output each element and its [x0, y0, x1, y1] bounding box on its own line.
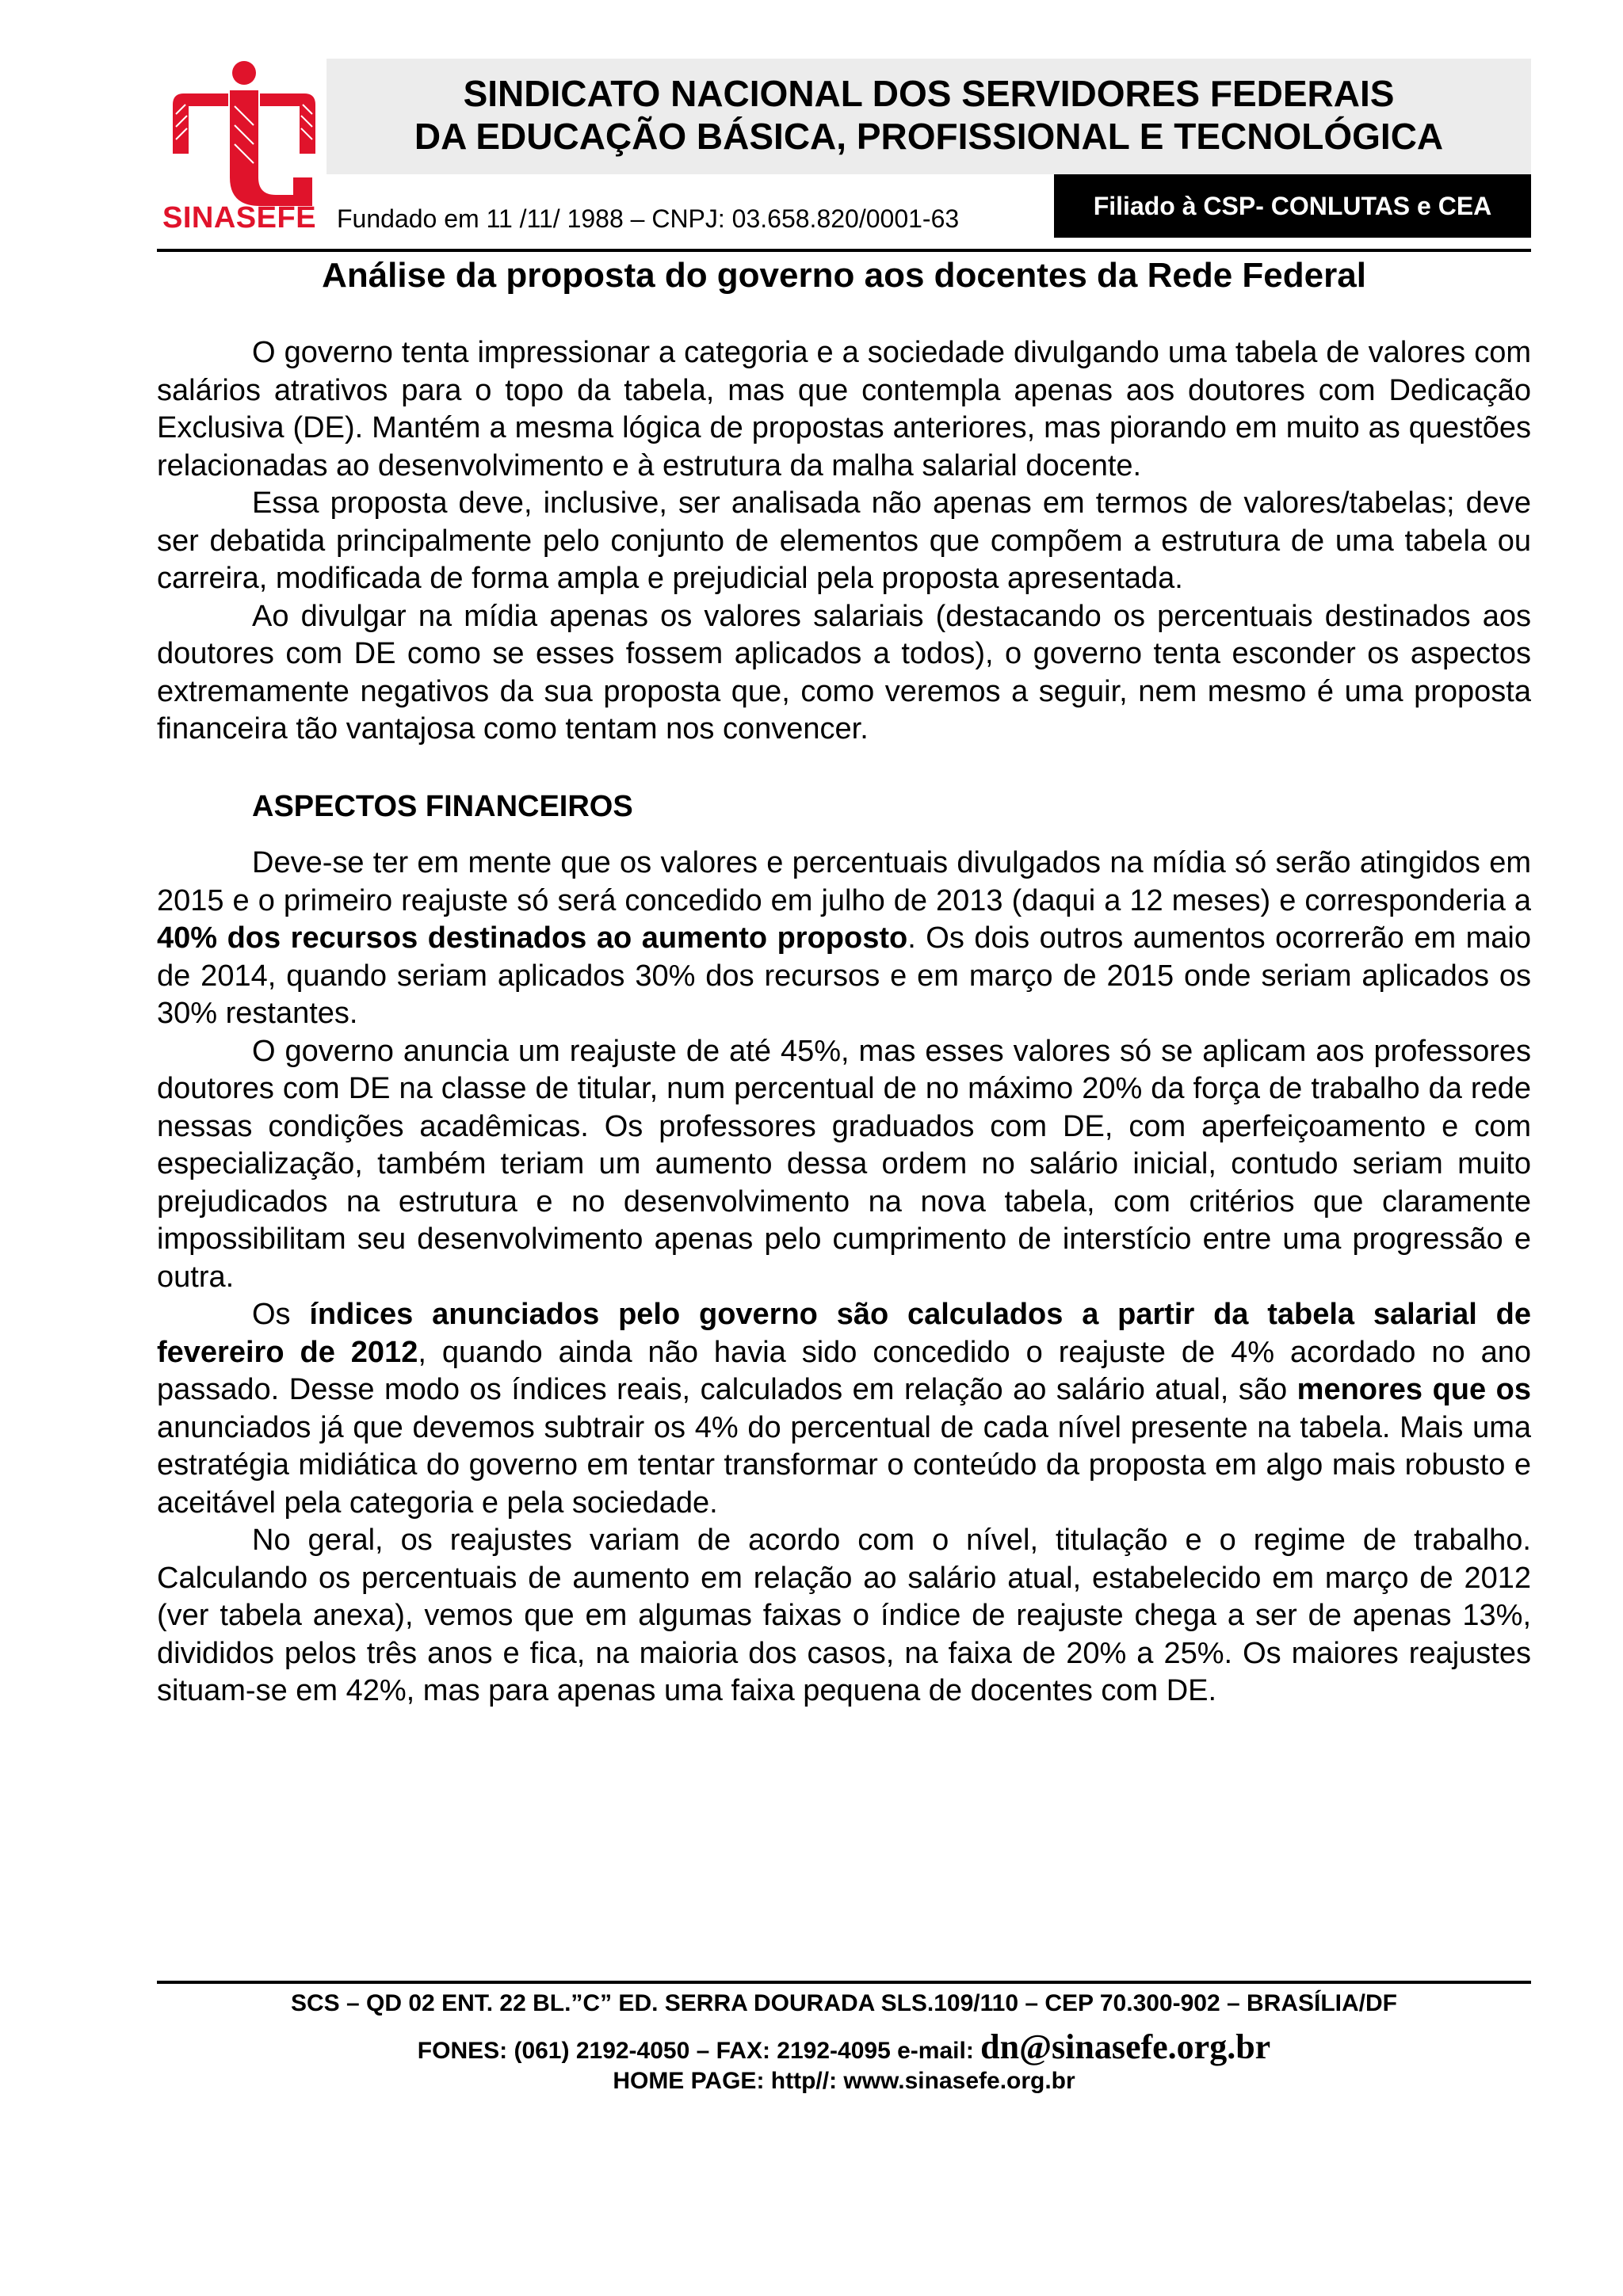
paragraph: O governo tenta impressionar a categoria e a sociedade divulgando uma tabela de valores com salários atrativos para o topo da tabela, mas que contempla apenas aos doutores com Dedicação Exclusiva (DE). Mantém a mesma lógica de propostas anteriores, mas piorando em muito as questões relacionadas ao desenvolvimento e à estrutura da malha salarial docente.	[157, 336, 1531, 482]
footer-contacts	[157, 2027, 1531, 2067]
text-run: Os	[252, 1298, 310, 1331]
founded-info: Fundado em 11 /11/ 1988 – CNPJ: 03.658.820/0001-63	[337, 204, 960, 233]
document-body	[157, 334, 1531, 1711]
footer-email-link[interactable]: dn@sinasefe.org.br	[980, 2027, 1271, 2066]
footer-address: SCS – QD 02 ENT. 22 BL.”C” ED. SERRA DOURADA SLS.109/110 – CEP 70.300-902 – BRASÍLIA/DF	[290, 1990, 1398, 2016]
org-name-line-1: SINDICATO NACIONAL DOS SERVIDORES FEDERAIS	[463, 73, 1395, 114]
paragraph	[157, 845, 1531, 1033]
footer-homepage[interactable]: HOME PAGE: http//: www.sinasefe.org.br	[613, 2068, 1075, 2094]
text-run: . Os dois outros aumentos ocorrerão em maio de 2014, quando seriam aplicados 30% dos recursos e em março de 2015 onde seriam aplicados os 30% restantes.	[157, 921, 1531, 1030]
header-divider	[157, 249, 1531, 252]
paragraph	[157, 1296, 1531, 1522]
footer-phones: FONES: (061) 2192-4050 – FAX: 2192-4095 e-mail:	[417, 2038, 981, 2064]
bold-text-run: índices anunciados pelo governo são calculados a partir da tabela salarial de fevereiro de 2012	[157, 1298, 1531, 1369]
bold-text-run: 40% dos recursos destinados ao aumento proposto	[157, 921, 908, 955]
sinasefe-logo	[157, 59, 331, 209]
document-title: Análise da proposta do governo aos docentes da Rede Federal	[322, 256, 1366, 295]
paragraph: No geral, os reajustes variam de acordo com o nível, titulação e o regime de trabalho. Calculando os percentuais de aumento em relação ao salário atual, estabelecido em março de 2012 (ver tabela anexa), vemos que em algumas faixas o índice de reajuste chega a ser de apenas 13%, divididos pelos três anos e fica, na maioria dos casos, na faixa de 20% a 25%. Os maiores reajustes situam-se em 42%, mas para apenas uma faixa pequena de docentes com DE.	[157, 1524, 1531, 1707]
text-run: , quando ainda não havia sido concedido o reajuste de 4% acordado no ano passado. Desse modo os índices reais, calculados em relação ao salário atual, são	[157, 1335, 1531, 1406]
footer-divider	[157, 1981, 1531, 1984]
text-run: Deve-se ter em mente que os valores e percentuais divulgados na mídia só serão atingidos em 2015 e o primeiro reajuste só será concedido em julho de 2013 (daqui a 12 meses) e corresponderia a	[157, 846, 1531, 917]
paragraph: O governo anuncia um reajuste de até 45%, mas esses valores só se aplicam aos professores doutores com DE na classe de titular, num percentual de no máximo 20% da força de trabalho da rede nessas condições acadêmicas. Os professores graduados com DE, com aperfeiçoamento e com especialização, também teriam um aumento dessa ordem no salário inicial, contudo seriam muito prejudicados na estrutura e no desenvolvimento na nova tabela, com critérios que claramente impossibilitam seu desenvolvimento apenas pelo cumprimento de interstício entre uma progressão e outra.	[157, 1034, 1531, 1294]
bold-text-run: menores que os	[1296, 1373, 1532, 1406]
logo-wordmark: SINASEFE	[162, 201, 317, 235]
affiliation-badge: Filiado à CSP- CONLUTAS e CEA	[1054, 174, 1531, 238]
paragraph: Essa proposta deve, inclusive, ser analisada não apenas em termos de valores/tabelas; deve ser debatida principalmente pelo conjunto de elementos que compõem a estrutura de uma tabela ou carreira, modificada de forma ampla e prejudicial pela proposta apresentada.	[157, 486, 1531, 595]
paragraph: Ao divulgar na mídia apenas os valores salariais (destacando os percentuais destinados aos doutores com DE como se esses fossem aplicados a todos), o governo tenta esconder os aspectos extremamente negativos da sua proposta que, como veremos a seguir, nem mesmo é uma proposta financeira tão vantajosa como tentam nos convencer.	[157, 599, 1531, 746]
section-heading: ASPECTOS FINANCEIROS	[252, 789, 633, 823]
org-name-line-2: DA EDUCAÇÃO BÁSICA, PROFISSIONAL E TECNOLÓGICA	[414, 116, 1444, 157]
text-run: anunciados já que devemos subtrair os 4% do percentual de cada nível presente na tabela. Mais uma estratégia midiática do governo em tentar transformar o conteúdo da proposta em algo mais robusto e aceitável pela categoria e pela sociedade.	[157, 1410, 1531, 1520]
